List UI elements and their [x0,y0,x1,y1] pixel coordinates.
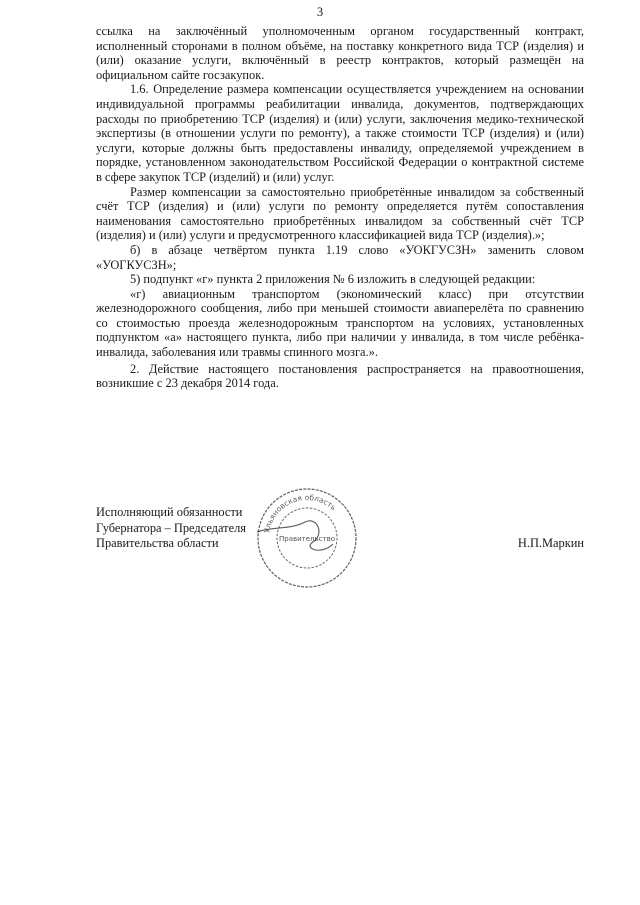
signatory-title-line-3: Правительства области [96,536,219,550]
signatory-title-line-1: Исполняющий обязанности [96,505,243,519]
paragraph-compensation-size: Размер компенсации за самостоятельно приобретённые инвалидом за собственный счёт ТСР (изделия) и (или) услуги по ремонту определяется путём сопоставления наименования самостоятельно приобретённых инвалидом за собственный счёт ТСР (изделия) и (или) услуги и предусмотренного классификацией вида ТСР (изделия).»; [96,184,584,243]
signatory-title-line-2: Губернатора – Председателя [96,520,246,535]
paragraph-1-6-compensation: 1.6. Определение размера компенсации осуществляется учреждением на основании индивидуальной программы реабилитации инвалида, документов, подтверждающих расходы по приобретению ТСР (изделия) и (или) услуги, заключения медико-технической экспертизы (в отношении услуги по ремонту), а также стоимости ТСР (изделия) и (или) услуги, которые должны быть предоставлены инвалиду, определяемой учреждением в порядке, установленном законодательством Российской Федерации о контрактной системе в сфере закупок ТСР (изделий) и (или) услуг. [96,82,584,184]
paragraph-item-2-effect: 2. Действие настоящего постановления распространяется на правоотношения, возникшие с 23 декабря 2014 года. [96,361,584,391]
paragraph-item-g: «г) авиационным транспортом (экономический класс) при отсутствии железнодорожного сообщения, либо при меньшей стоимости авиаперелёта по сравнению со стоимостью проезда железнодорожным транспортом на условиях, установленных подпунктом «а» настоящего пункта, либо при наличии у инвалида, в том числе ребёнка-инвалида, заболевания или травмы спинного мозга.». [96,286,584,360]
document-body [96,24,584,391]
signatory-name: Н.П.Маркин [517,536,584,550]
official-seal-stamp [255,486,359,590]
page-number: 3 [316,5,324,19]
seal-ring-text: Ульяновская область [262,492,338,534]
paragraph-contract-link: ссылка на заключённый уполномоченным органом государственный контракт, исполненный сторонами в полном объёме, на поставку конкретного вида ТСР (изделия) и (или) оказание услуги, включённый в реестр контрактов, который размещён на официальном сайте госзакупок. [96,24,584,82]
paragraph-item-5: 5) подпункт «г» пункта 2 приложения № 6 изложить в следующей редакции: [130,272,536,287]
paragraph-item-b: б) в абзаце четвёртом пункта 1.19 слово «УОКГУСЗН» заменить словом «УОГКУСЗН»; [96,242,584,272]
seal-center-text: Правительство [279,535,335,543]
